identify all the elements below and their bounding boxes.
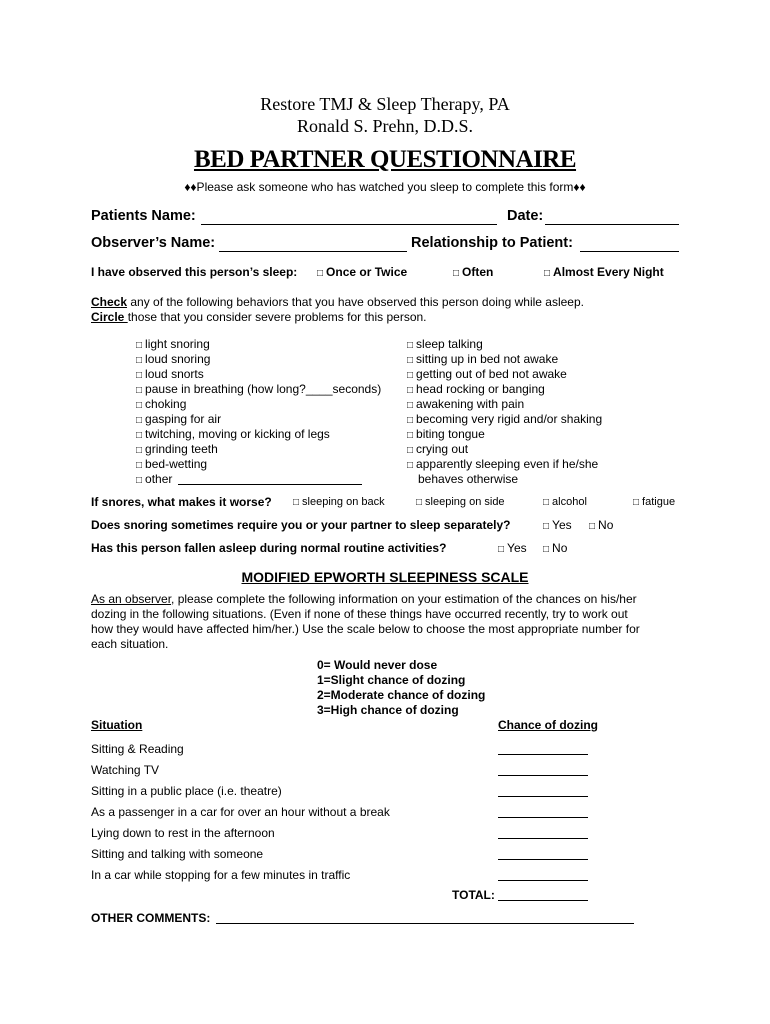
situation-label: Sitting in a public place (i.e. theatre)	[91, 784, 282, 798]
snores-option-fatigue[interactable]: □ fatigue	[633, 496, 676, 508]
situation-label: Watching TV	[91, 763, 160, 777]
behavior-item[interactable]: □ grinding teeth	[136, 442, 218, 456]
other-behavior-field[interactable]	[178, 484, 362, 485]
chance-header: Chance of dozing	[498, 718, 598, 732]
total-field[interactable]	[498, 900, 588, 901]
behavior-item[interactable]: □ pause in breathing (how long?____seconds)	[136, 382, 382, 396]
checkbox-icon: □	[293, 497, 300, 508]
checkbox-icon: □	[407, 385, 414, 396]
behavior-item[interactable]: □ gasping for air	[136, 412, 222, 426]
scale-item: 1=Slight chance of dozing	[317, 673, 466, 687]
situation-label: As a passenger in a car for over an hour without a break	[91, 805, 390, 819]
snores-option-alcohol[interactable]: □ alcohol	[543, 496, 587, 508]
chance-field[interactable]	[498, 754, 588, 755]
separate-option-no[interactable]: □ No	[589, 518, 614, 532]
frequency-question: I have observed this person’s sleep:	[91, 265, 298, 279]
behavior-item[interactable]: □ loud snoring	[136, 352, 211, 366]
checkbox-icon: □	[543, 497, 550, 508]
snores-option-side[interactable]: □ sleeping on side	[416, 496, 505, 508]
checkbox-icon: □	[589, 521, 596, 532]
checkbox-icon: □	[543, 544, 550, 555]
situation-label: Sitting & Reading	[91, 742, 184, 756]
total-label: TOTAL:	[452, 888, 495, 902]
checkbox-icon: □	[317, 268, 324, 279]
chance-field[interactable]	[498, 859, 588, 860]
scale-item: 0= Would never dose	[317, 658, 438, 672]
scale-item: 3=High chance of dozing	[317, 703, 459, 717]
date-field[interactable]	[545, 224, 679, 225]
separate-question: Does snoring sometimes require you or your partner to sleep separately?	[91, 518, 511, 532]
frequency-option-every-night[interactable]: □ Almost Every Night	[544, 265, 664, 279]
checkbox-icon: □	[407, 430, 414, 441]
epworth-intro-line: each situation.	[91, 637, 169, 651]
checkbox-icon: □	[136, 415, 143, 426]
chance-field[interactable]	[498, 775, 588, 776]
checkbox-icon: □	[633, 497, 640, 508]
behavior-item-other[interactable]: □ other	[136, 472, 173, 486]
checkbox-icon: □	[407, 445, 414, 456]
frequency-option-once[interactable]: □ Once or Twice	[317, 265, 408, 279]
epworth-intro-line: how they would have affected him/her.) Use the scale below to choose the most appropriate number for	[91, 622, 640, 636]
relationship-label: Relationship to Patient:	[411, 235, 573, 251]
checkbox-icon: □	[544, 268, 551, 279]
checkbox-icon: □	[136, 475, 143, 486]
checkbox-icon: □	[453, 268, 460, 279]
behavior-item[interactable]: □ becoming very rigid and/or shaking	[407, 412, 603, 426]
checkbox-icon: □	[543, 521, 550, 532]
practice-name: Restore TMJ & Sleep Therapy, PA	[260, 94, 510, 114]
form-instruction: ♦♦Please ask someone who has watched you sleep to complete this form♦♦	[184, 180, 586, 194]
checkbox-icon: □	[407, 400, 414, 411]
checkbox-icon: □	[416, 497, 423, 508]
chance-field[interactable]	[498, 817, 588, 818]
behavior-item[interactable]: □ loud snorts	[136, 367, 204, 381]
checkbox-icon: □	[407, 355, 414, 366]
behavior-item[interactable]: □ bed-wetting	[136, 457, 208, 471]
scale-item: 2=Moderate chance of dozing	[317, 688, 486, 702]
page-title: BED PARTNER QUESTIONNAIRE	[193, 146, 577, 173]
checkbox-icon: □	[136, 460, 143, 471]
chance-field[interactable]	[498, 880, 588, 881]
checkbox-icon: □	[136, 355, 143, 366]
checkbox-icon: □	[136, 430, 143, 441]
situation-label: Lying down to rest in the afternoon	[91, 826, 275, 840]
frequency-option-often[interactable]: □ Often	[453, 265, 494, 279]
date-label: Date:	[507, 208, 544, 224]
checkbox-icon: □	[498, 544, 505, 555]
patient-name-field[interactable]	[201, 224, 497, 225]
checkbox-icon: □	[407, 370, 414, 381]
checkbox-icon: □	[136, 340, 143, 351]
behavior-item[interactable]: □ light snoring	[136, 337, 210, 351]
behavior-item[interactable]: □ sitting up in bed not awake	[407, 352, 559, 366]
epworth-heading: MODIFIED EPWORTH SLEEPINESS SCALE	[241, 569, 529, 585]
other-comments-label: OTHER COMMENTS:	[91, 911, 211, 925]
checkbox-icon: □	[136, 385, 143, 396]
checkbox-icon: □	[407, 460, 414, 471]
situation-label: In a car while stopping for a few minutes in traffic	[91, 868, 351, 882]
fallen-asleep-question: Has this person fallen asleep during normal routine activities?	[91, 541, 447, 555]
other-comments-field[interactable]	[216, 923, 634, 924]
behavior-item[interactable]: □ awakening with pain	[407, 397, 525, 411]
behaviors-instruction-check: Check any of the following behaviors that you have observed this person doing while asleep.	[91, 295, 584, 309]
behavior-item[interactable]: □ crying out	[407, 442, 469, 456]
chance-field[interactable]	[498, 838, 588, 839]
behavior-item[interactable]: □ getting out of bed not awake	[407, 367, 567, 381]
behaviors-instruction-circle: Circle those that you consider severe problems for this person.	[91, 310, 427, 324]
patient-name-label: Patients Name:	[91, 208, 196, 224]
checkbox-icon: □	[136, 400, 143, 411]
fallen-asleep-option-yes[interactable]: □ Yes	[498, 541, 527, 555]
behavior-item[interactable]: □ biting tongue	[407, 427, 485, 441]
behavior-item[interactable]: □ twitching, moving or kicking of legs	[136, 427, 330, 441]
chance-field[interactable]	[498, 796, 588, 797]
checkbox-icon: □	[136, 445, 143, 456]
checkbox-icon: □	[136, 370, 143, 381]
observer-name-field[interactable]	[219, 251, 407, 252]
relationship-field[interactable]	[580, 251, 679, 252]
snores-question: If snores, what makes it worse?	[91, 495, 272, 509]
observer-name-label: Observer’s Name:	[91, 235, 216, 251]
doctor-name: Ronald S. Prehn, D.D.S.	[296, 116, 473, 136]
checkbox-icon: □	[407, 340, 414, 351]
checkbox-icon: □	[407, 415, 414, 426]
situation-header: Situation	[91, 718, 143, 732]
behavior-item[interactable]: □ choking	[136, 397, 187, 411]
situation-label: Sitting and talking with someone	[91, 847, 264, 861]
behavior-item[interactable]: □ apparently sleeping even if he/she	[407, 457, 599, 471]
fallen-asleep-option-no[interactable]: □ No	[543, 541, 568, 555]
behavior-item[interactable]: □ sleep talking	[407, 337, 483, 351]
epworth-intro-line: As an observer, please complete the following information on your estimation of the chances on his/her	[91, 592, 637, 606]
behavior-item-continuation: behaves otherwise	[418, 472, 519, 486]
snores-option-back[interactable]: □ sleeping on back	[293, 496, 385, 508]
epworth-intro-line: dozing in the following situations. (Even if none of these things have occurred recently, try to work out	[91, 607, 628, 621]
separate-option-yes[interactable]: □ Yes	[543, 518, 572, 532]
behavior-item[interactable]: □ head rocking or banging	[407, 382, 545, 396]
